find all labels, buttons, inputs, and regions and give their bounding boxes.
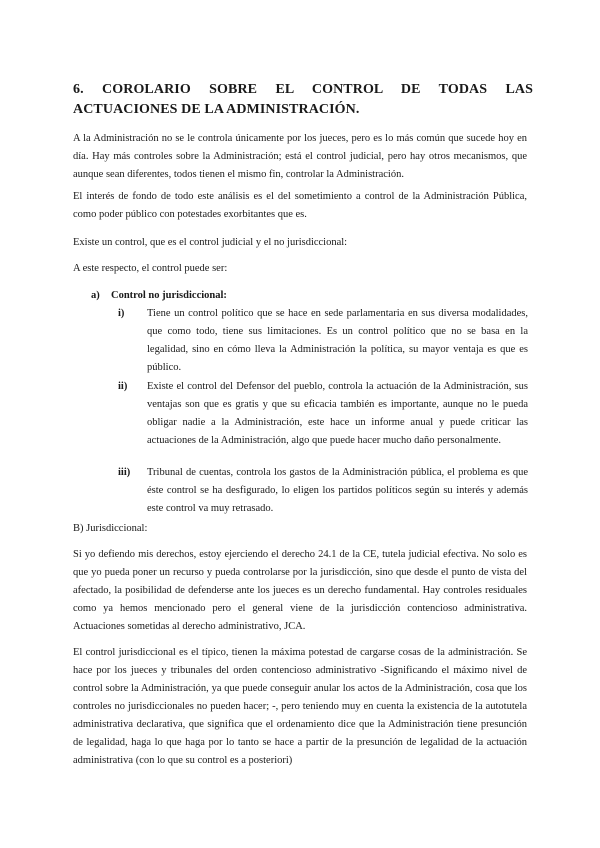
list-item-text: Tribunal de cuentas, controla los gastos de la Administración pública, el problema es que éste control se ha desfigurado, lo eligen los partidos políticos según su interés y además este control va muy retrasado. (147, 467, 528, 514)
list-item-number: iii) (118, 467, 131, 478)
list-item-number: ii) (118, 381, 128, 392)
list-item (118, 305, 528, 377)
paragraph-rights: Si yo defiendo mis derechos, estoy ejerciendo el derecho 24.1 de la CE, tutela judicial efectiva. No solo es que yo pueda poner un recurso y pueda controlarse por la jurisdicción, sino que desde el punto de vista del afectado, la posibilidad de defenderse ante los jueces es un derecho fundamental. Hay controles residuales como ya hemos mencionado pero el general viene de la jurisdicción contencioso administrativa. Actuaciones sometidas al derecho administrativo, JCA. (73, 549, 527, 632)
subheading-title: Control no jurisdiccional: (111, 290, 227, 301)
list-item-number: i) (118, 308, 125, 319)
paragraph-jurisdictional-control: El control jurisdiccional es el típico, tienen la máxima potestad de cargarse cosas de la administración. Se hace por los jueces y tribunales del orden contencioso administrativo -Significando el máximo nivel de control sobre la Administración, ya que puede conseguir anular los actos de la Administración, cosa que los controles no jurisdiccionales no pueden hacer; -, pero teniendo muy en cuenta la existencia de la autotutela administrativa declarativa, que significa que el ordenamiento dice que la Administración tiene presunción de legalidad, haga lo que haga por lo tanto se hace a partir de la presunción de legalidad de la actuación administrativa (con lo que su control es a posteriori) (73, 647, 527, 766)
paragraph-intro: A la Administración no se le controla únicamente por los jueces, pero es lo más común que sucede hoy en día. Hay más controles sobre la Administración; está el control judicial, pero hay otros mecanismos, que aunque sean diferentes, todos tienen el mismo fin, controlar la Administración. (73, 133, 527, 180)
list-item-text: Tiene un control político que se hace en sede parlamentaria en sus diversa modalidades, que como todo, tiene sus limitaciones. Es un control político que no se basa en la legalidad, sino en cómo lleva la Administración la política, su mayor ventaja es que es público. (147, 308, 528, 373)
list-item (118, 378, 528, 450)
subheading-jurisdictional: B) Jurisdiccional: (73, 523, 148, 534)
paragraph-controls: Existe un control, que es el control judicial y el no jurisdiccional: (73, 237, 348, 248)
paragraph-interest: El interés de fondo de todo este análisis es el del sometimiento a control de la Administración Pública, como poder público con potestades exorbitantes que es. (73, 191, 527, 220)
paragraph-types: A este respecto, el control puede ser: (73, 263, 228, 274)
subheading-non-jurisdictional (91, 287, 227, 305)
subheading-label: a) (91, 290, 100, 301)
list-item-text: Existe el control del Defensor del pueblo, controla la actuación de la Administración, sus ventajas son que es gratis y que su eficacia también es importante, aunque no le pueda obligar nadie a la Administración, este hace un informe anual y puede criticar las actuaciones de la Administración, algo que puede hacer mucho daño personalmente. (147, 381, 528, 446)
list-item (118, 464, 528, 518)
section-heading: 6. COROLARIO SOBRE EL CONTROL DE TODAS LAS ACTUACIONES DE LA ADMINISTRACIÓN. (73, 82, 533, 117)
